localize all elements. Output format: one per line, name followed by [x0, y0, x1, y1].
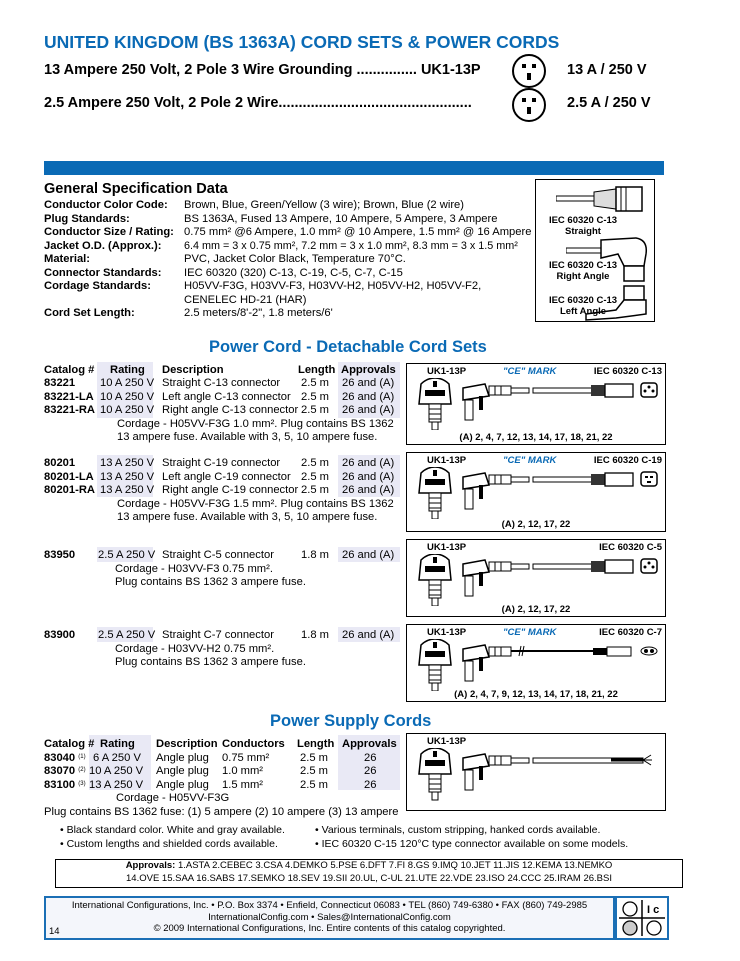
catalog-number [44, 752, 86, 766]
connector-types-figure [535, 179, 655, 322]
connector-label-line1: IEC 60320 C-13 [548, 295, 618, 306]
footer [44, 896, 615, 940]
ce-mark-label: "CE" MARK [503, 366, 557, 377]
approvals-line: 1.ASTA 2.CEBEC 3.CSA 4.DEMKO 5.PSE 6.DFT 7.FI 8.GS 9.IMQ 10.JET 11.JIS 12.KEMA 13.NEMKO [177, 860, 613, 871]
spec-label: Material: [44, 253, 91, 265]
length: 2.5 m [300, 751, 328, 764]
connector-label [524, 295, 642, 317]
uk-plug-front-icon [419, 554, 451, 606]
cordage-note: Cordage - H05VV-F3G [116, 792, 230, 804]
cord [533, 477, 599, 482]
cordage-note: 13 ampere fuse. Available with 3, 5, 10 ampere fuse. [117, 511, 378, 523]
cord [533, 388, 599, 393]
spec-value: 2.5 meters/8'-2", 1.8 meters/6' [184, 307, 333, 319]
col-header: Rating [100, 738, 135, 750]
length: 2.5 m [301, 390, 329, 403]
uk-plug-side-icon [463, 645, 511, 681]
connector-label: IEC 60320 C-7 [599, 627, 662, 638]
description: Left angle C-13 connector [162, 390, 291, 403]
uk-socket-icon [512, 54, 546, 88]
col-header: Description [162, 364, 224, 376]
uk-plug-front-icon [419, 467, 451, 519]
rating: 2.5 A 250 V [98, 629, 156, 641]
approvals: 26 and (A) [342, 404, 395, 416]
approvals-codes: (A) 2, 4, 7, 9, 12, 13, 14, 17, 18, 21, 22 [454, 689, 618, 700]
approvals-codes: (A) 2, 4, 7, 12, 13, 14, 17, 18, 21, 22 [459, 432, 613, 443]
spec-value: 6.4 mm = 3 x 0.75 mm², 7.2 mm = 3 x 1.0 mm², 8.3 mm = 3 x 1.5 mm² [184, 239, 518, 252]
uk-plug-cord-icon [411, 467, 661, 519]
length: 2.5 m [301, 457, 329, 469]
plug-line-2-5a: 2.5 Ampere 250 Volt, 2 Pole 2 Wire................................................ [44, 95, 472, 111]
company-logo [615, 896, 669, 940]
description: Angle plug [156, 778, 209, 791]
rating: 10 A 250 V [89, 765, 144, 777]
spec-value: PVC, Jacket Color Black, Temperature 70°C. [184, 253, 406, 265]
plug-rating-2-5a: 2.5 A / 250 V [567, 95, 651, 111]
spec-label: Cordage Standards: [44, 280, 151, 292]
description: Straight C-13 connector [162, 377, 281, 389]
length: 2.5 m [300, 765, 328, 777]
catalog-number [44, 765, 86, 779]
length: 2.5 m [301, 470, 329, 483]
approvals-label: Approvals: [125, 860, 176, 871]
rating: 10 A 250 V [100, 390, 155, 403]
catalog-number: 80201 [44, 457, 76, 469]
catalog-number: 83221-LA [44, 390, 94, 403]
spec-value: H05VV-F3G, H03VV-F3, H03VV-H2, H05VV-H2, H05VV-F2, [184, 280, 482, 292]
uk-plug-cord-icon [411, 378, 661, 430]
connector-label [524, 215, 642, 237]
catalog-number: 83900 [44, 629, 76, 641]
col-header: Conductors [222, 738, 285, 750]
col-header: Description [156, 738, 218, 750]
conductors: 1.5 mm² [222, 778, 264, 791]
rating: 13 A 250 V [100, 484, 155, 496]
description: Straight C-19 connector [162, 457, 281, 469]
catalog-number: 83221-RA [44, 404, 95, 416]
connector-label-line2: Left Angle [559, 306, 607, 317]
detachable-section-title: Power Cord - Detachable Cord Sets [209, 338, 487, 356]
rating: 13 A 250 V [89, 778, 144, 791]
spec-label: Conductor Size / Rating: [44, 226, 174, 238]
conductors: 0.75 mm² [222, 751, 270, 764]
cordage-note: Cordage - H05VV-F3G 1.5 mm². Plug contains BS 1362 [117, 497, 394, 510]
cord-figure-c19 [406, 452, 666, 532]
spec-value: IEC 60320 (320) C-13, C-19, C-5, C-7, C-15 [184, 266, 403, 279]
spec-value: 0.75 mm² @6 Ampere, 1.0 mm² @ 10 Ampere, 1.5 mm² @ 16 Ampere [184, 226, 532, 238]
catalog-id: 83040 [44, 751, 76, 764]
footer-address: International Configurations, Inc. • P.O. Box 3374 • Enfield, Connecticut 06083 • TEL (860) 749-6380 • FAX (860) 749-2985 [71, 900, 588, 911]
connector-label [524, 260, 642, 282]
connector-label-line2: Right Angle [556, 271, 610, 282]
approvals: 26 [364, 751, 377, 764]
rating: 2.5 A 250 V [98, 549, 156, 561]
page-number: 14 [49, 925, 60, 937]
feature-note: • Various terminals, custom stripping, hanked cords available. [315, 824, 601, 836]
approvals: 26 [364, 765, 377, 777]
cordage-note: Plug contains BS 1362 3 ampere fuse. [115, 576, 306, 588]
uk-plug-side-icon [463, 384, 511, 420]
approvals: 26 and (A) [342, 470, 395, 483]
ce-mark-label: "CE" MARK [503, 455, 557, 466]
length: 2.5 m [300, 778, 328, 791]
connector-label-line1: IEC 60320 C-13 [548, 260, 618, 271]
plug-label: UK1-13P [427, 455, 467, 466]
approvals-codes: (A) 2, 12, 17, 22 [501, 519, 571, 530]
uk-plug-cord-icon [411, 639, 661, 691]
footnote-ref: (3) [78, 780, 86, 787]
spec-label: Plug Standards: [44, 212, 130, 225]
col-header: Catalog # [44, 364, 95, 376]
rating: 6 A 250 V [93, 751, 141, 764]
description: Angle plug [156, 751, 209, 764]
description: Right angle C-13 connector [162, 404, 299, 416]
cord-figure-c5 [406, 539, 666, 617]
connector-label-line1: IEC 60320 C-13 [548, 215, 618, 226]
fuse-note: Plug contains BS 1362 fuse: (1) 5 ampere (2) 10 ampere (3) 13 ampere [44, 805, 399, 818]
description: Straight C-7 connector [162, 629, 274, 641]
supply-section-title: Power Supply Cords [270, 712, 432, 730]
plug-label: UK1-13P [427, 542, 467, 553]
general-spec-title: General Specification Data [44, 181, 228, 197]
catalog-id: 83100 [44, 778, 76, 791]
approvals: 26 and (A) [342, 484, 395, 496]
ce-mark-label: "CE" MARK [503, 627, 557, 638]
feature-note: • Custom lengths and shielded cords available. [60, 838, 278, 850]
col-header: Approvals [342, 738, 397, 750]
catalog-number: 80201-LA [44, 470, 94, 483]
approvals-legend [55, 859, 683, 888]
catalog-id: 83070 [44, 765, 76, 777]
length: 1.8 m [301, 629, 329, 641]
feature-note: • IEC 60320 C-15 120°C type connector available on some models. [315, 838, 629, 850]
rating: 13 A 250 V [100, 457, 155, 469]
feature-note: • Black standard color. White and gray available. [60, 824, 285, 836]
connector-label: IEC 60320 C-5 [599, 542, 662, 553]
spec-value: Brown, Blue, Green/Yellow (3 wire); Brown, Blue (2 wire) [184, 199, 465, 211]
uk-plug-cord-icon [411, 554, 661, 606]
description: Angle plug [156, 765, 209, 777]
col-header: Length [297, 738, 335, 750]
connector-label: IEC 60320 C-19 [593, 455, 662, 466]
uk-plug-side-icon [463, 754, 511, 790]
catalog-number: 80201-RA [44, 484, 95, 496]
approvals-codes: (A) 2, 12, 17, 22 [501, 604, 571, 615]
uk-plug-side-icon [463, 560, 511, 596]
cordage-note: Cordage - H03VV-F3 0.75 mm². [115, 562, 273, 575]
length: 2.5 m [301, 377, 329, 389]
rating: 10 A 250 V [100, 377, 155, 389]
cordage-note: Plug contains BS 1362 3 ampere fuse. [115, 656, 306, 668]
description: Right angle C-19 connector [162, 484, 299, 496]
plug-label: UK1-13P [427, 627, 467, 638]
plug-label: UK1-13P [427, 736, 467, 747]
plug-rating-13a: 13 A / 250 V [567, 62, 647, 78]
cord [533, 564, 599, 569]
uk-plug-front-icon [419, 639, 451, 691]
footnote-ref: (1) [78, 753, 86, 760]
col-header: Catalog # [44, 738, 95, 750]
spec-label: Conductor Color Code: [44, 199, 168, 211]
spec-value: BS 1363A, Fused 13 Ampere, 10 Ampere, 5 Ampere, 3 Ampere [184, 212, 498, 225]
description: Straight C-5 connector [162, 549, 274, 561]
c13-straight-connector-icon [556, 184, 646, 214]
spec-label: Connector Standards: [44, 266, 162, 279]
connector-label-line2: Straight [565, 226, 601, 237]
approvals: 26 [364, 778, 377, 791]
uk-socket-icon [512, 88, 546, 122]
cord-figure-c13 [406, 363, 666, 445]
cordage-note: 13 ampere fuse. Available with 3, 5, 10 ampere fuse. [117, 431, 378, 443]
section-divider-bar [44, 161, 664, 175]
length: 1.8 m [301, 549, 329, 561]
connector-label: IEC 60320 C-13 [593, 366, 662, 377]
conductors: 1.0 mm² [222, 765, 264, 777]
spec-label: Cord Set Length: [44, 307, 135, 319]
approvals: 26 and (A) [342, 629, 395, 641]
col-header: Approvals [341, 364, 396, 376]
catalog-number: 83221 [44, 377, 76, 389]
footer-copyright: © 2009 International Configurations, Inc. Entire contents of this catalog copyrighted. [153, 923, 506, 934]
cordage-note: Cordage - H03VV-H2 0.75 mm². [115, 642, 275, 655]
approvals: 26 and (A) [342, 377, 395, 389]
rating: 13 A 250 V [100, 470, 155, 483]
cordage-note: Cordage - H05VV-F3G 1.0 mm². Plug contains BS 1362 [117, 417, 394, 430]
catalog-number: 83950 [44, 549, 76, 561]
ic-logo-icon [617, 898, 667, 938]
length: 2.5 m [301, 404, 329, 416]
uk-plug-front-icon [419, 748, 451, 800]
uk-plug-side-icon [463, 473, 511, 509]
footnote-ref: (2) [78, 767, 86, 773]
col-header: Rating [110, 364, 145, 376]
catalog-number [44, 779, 86, 793]
rating: 10 A 250 V [100, 404, 155, 416]
description: Left angle C-19 connector [162, 470, 291, 483]
page-title: UNITED KINGDOM (BS 1363A) CORD SETS & POWER CORDS [44, 32, 560, 52]
uk-plug-front-icon [419, 378, 451, 430]
plug-line-13a: 13 Ampere 250 Volt, 2 Pole 3 Wire Grounding ............... UK1-13P [44, 62, 481, 78]
length: 2.5 m [301, 484, 329, 496]
logo-letters: I c [647, 904, 660, 916]
approvals: 26 and (A) [342, 457, 395, 469]
col-header: Length [298, 364, 336, 376]
approvals-line: 14.OVE 15.SAA 16.SABS 17.SEMKO 18.SEV 19.SII 20.UL, C-UL 21.UTE 22.VDE 23.ISO 24.CCC 25.IRAM 26.BSI [126, 872, 612, 884]
supply-cord-figure [406, 733, 666, 811]
cord-figure-c7 [406, 624, 666, 702]
uk-plug-cord-icon [411, 748, 661, 806]
spec-label: Jacket O.D. (Approx.): [44, 239, 162, 252]
approvals: 26 and (A) [342, 390, 395, 403]
footer-contact: InternationalConfig.com • Sales@InternationalConfig.com [208, 911, 451, 923]
spec-value: CENELEC HD-21 (HAR) [184, 293, 307, 306]
approvals: 26 and (A) [342, 549, 395, 561]
plug-label: UK1-13P [427, 366, 467, 377]
